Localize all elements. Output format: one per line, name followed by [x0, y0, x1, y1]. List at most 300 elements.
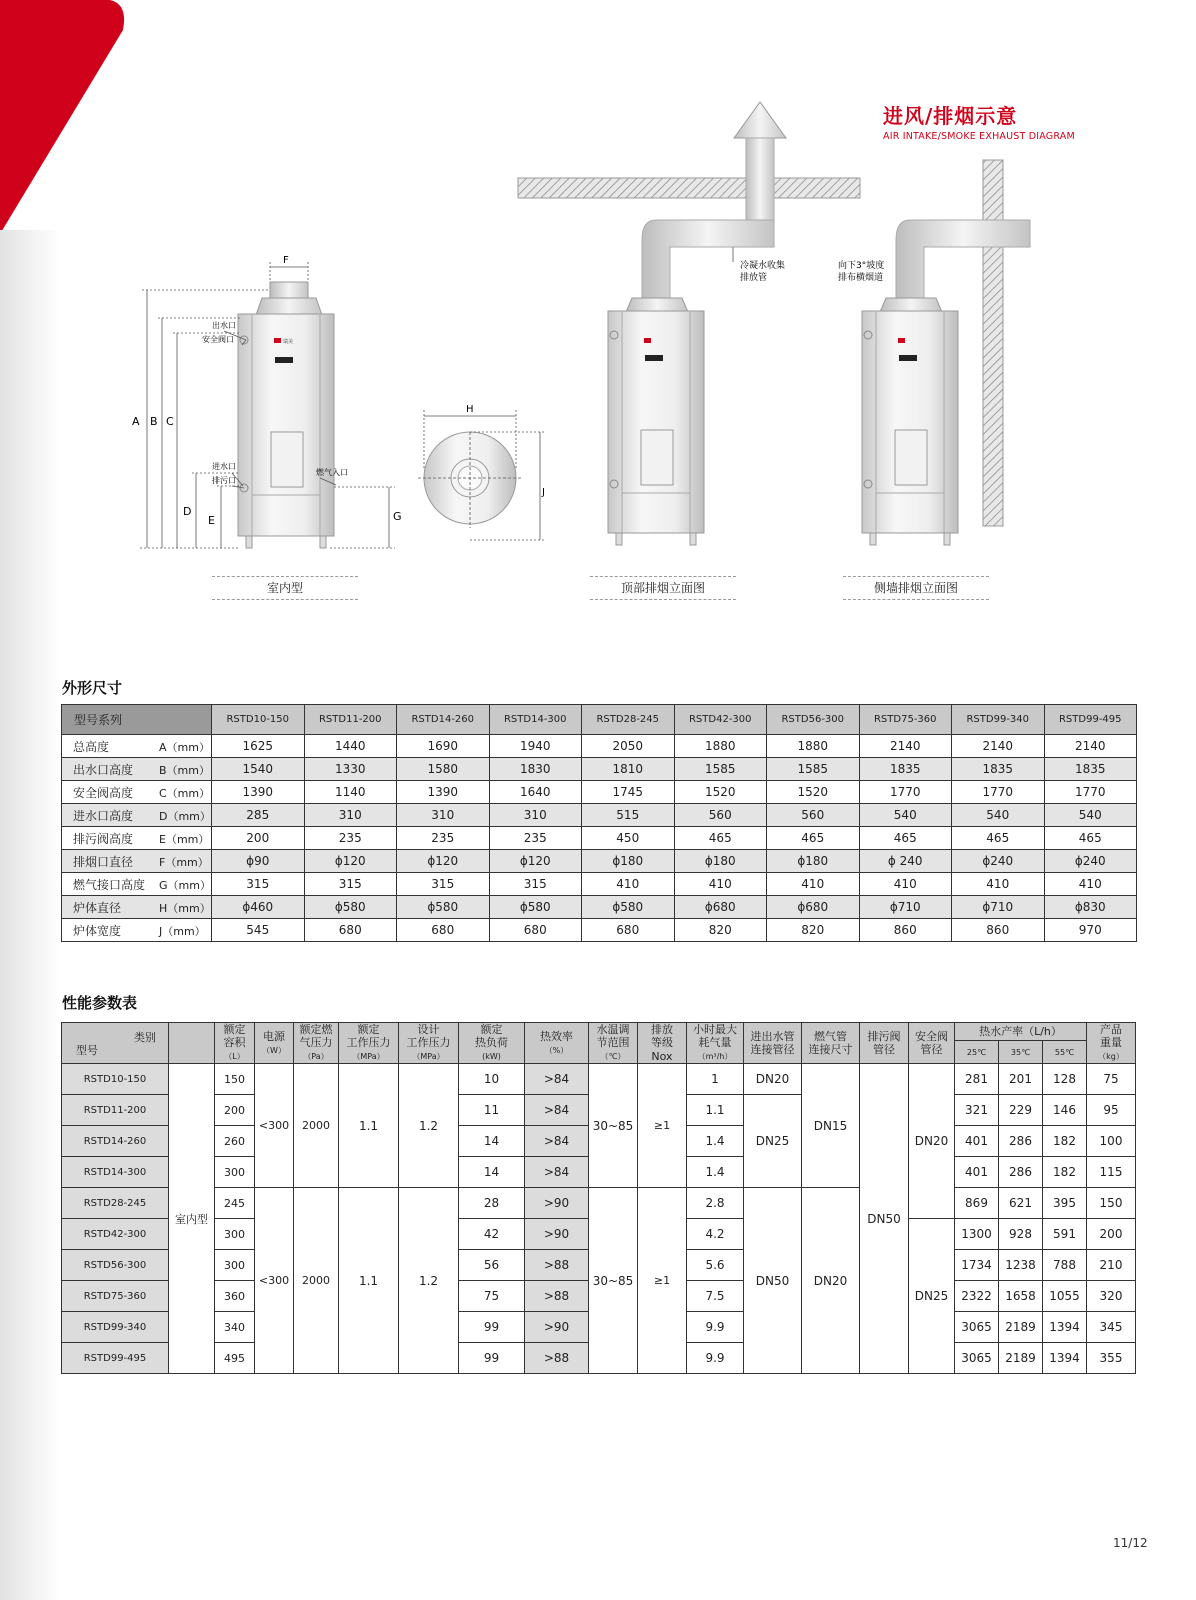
header-name: 产品 重量: [1100, 1023, 1122, 1049]
dimensions-model-header: RSTD28-245: [582, 705, 675, 735]
dimension-value: 315: [304, 873, 397, 896]
dimension-value: 285: [212, 804, 305, 827]
production-35-cell: 1238: [999, 1250, 1043, 1281]
dimension-value: 315: [489, 873, 582, 896]
header-unit: （MPa）: [412, 1052, 445, 1061]
dimension-value: 540: [1044, 804, 1137, 827]
load-cell: 28: [459, 1188, 525, 1219]
temperature-header: 25℃: [955, 1041, 999, 1064]
brand-logo-1: 瑞美: [283, 339, 294, 345]
nox-cell: ≥1: [638, 1188, 687, 1374]
production-25-cell: 3065: [955, 1343, 999, 1374]
dim-label-b: B: [150, 415, 158, 428]
weight-cell: 210: [1087, 1250, 1136, 1281]
dimension-value: 465: [952, 827, 1045, 850]
dimension-value: 1690: [397, 735, 490, 758]
dimension-value: 2140: [1044, 735, 1137, 758]
dimension-value: 465: [767, 827, 860, 850]
heater-top-exhaust: [518, 102, 860, 545]
header-name: 电源: [263, 1029, 285, 1043]
performance-header: [525, 1023, 589, 1064]
production-25-cell: 1300: [955, 1219, 999, 1250]
callout-slope-2: 排布横烟道: [838, 273, 884, 283]
dimension-value: 1390: [212, 781, 305, 804]
caption-indoor: 室内型: [212, 576, 358, 600]
production-25-cell: 281: [955, 1064, 999, 1095]
water-pipe-cell: DN25: [744, 1095, 802, 1188]
production-55-cell: 1055: [1043, 1281, 1087, 1312]
gas-consumption-cell: 5.6: [687, 1250, 744, 1281]
dimension-row-label: [62, 850, 212, 873]
header-unit: Nox: [651, 1050, 673, 1063]
table-row: [62, 758, 1137, 781]
diagram-title-zh: 进风/排烟示意: [883, 104, 1018, 128]
power-cell: <300: [255, 1188, 294, 1374]
production-25-cell: 3065: [955, 1312, 999, 1343]
dimension-label-text: 总高度: [73, 739, 110, 754]
dimension-value: 1440: [304, 735, 397, 758]
efficiency-cell: >84: [525, 1157, 589, 1188]
gas-pipe-cell: DN20: [802, 1188, 860, 1374]
model-cell: RSTD99-340: [62, 1312, 169, 1343]
production-55-cell: 182: [1043, 1157, 1087, 1188]
dimension-value: 1770: [1044, 781, 1137, 804]
dimension-value: ϕ90: [212, 850, 305, 873]
dimension-value: ϕ710: [859, 896, 952, 919]
dimension-value: 315: [397, 873, 490, 896]
dimension-value: 540: [952, 804, 1045, 827]
dimension-value: ϕ460: [212, 896, 305, 919]
work-pressure-cell: 1.1: [339, 1064, 399, 1188]
dimension-value: 315: [212, 873, 305, 896]
dimension-value: 1585: [767, 758, 860, 781]
dimension-value: 680: [304, 919, 397, 942]
volume-cell: 150: [215, 1064, 255, 1095]
gas-consumption-cell: 2.8: [687, 1188, 744, 1219]
header-name: 热效率: [540, 1029, 573, 1043]
dimension-value: 560: [674, 804, 767, 827]
dimension-value: 235: [489, 827, 582, 850]
dimension-value: 1880: [767, 735, 860, 758]
performance-header: [255, 1023, 294, 1064]
dimension-value: ϕ240: [952, 850, 1045, 873]
table-row: [62, 804, 1137, 827]
weight-cell: 115: [1087, 1157, 1136, 1188]
dimension-value: ϕ580: [304, 896, 397, 919]
dimension-label-text: 炉体宽度: [73, 923, 122, 938]
load-cell: 99: [459, 1343, 525, 1374]
dimension-row-label: [62, 919, 212, 942]
dimension-value: 680: [489, 919, 582, 942]
callout-slope-1: 向下3°坡度: [838, 261, 885, 271]
production-25-cell: 2322: [955, 1281, 999, 1312]
dimension-value: ϕ680: [674, 896, 767, 919]
dimension-value: 820: [674, 919, 767, 942]
weight-cell: 355: [1087, 1343, 1136, 1374]
type-cell: 室内型: [169, 1064, 215, 1374]
dimension-value: ϕ120: [489, 850, 582, 873]
header-blank-category: [169, 1023, 215, 1064]
dimension-value: 545: [212, 919, 305, 942]
gas-consumption-cell: 9.9: [687, 1312, 744, 1343]
production-55-cell: 128: [1043, 1064, 1087, 1095]
header-name: 排放 等级: [651, 1023, 673, 1049]
dimension-label-text: 排烟口直径: [73, 854, 134, 869]
header-name: 额定 容积: [223, 1023, 246, 1049]
table-row: [62, 1188, 1136, 1219]
dimension-label-text: 燃气接口高度: [73, 877, 146, 892]
volume-cell: 200: [215, 1095, 255, 1126]
dim-label-d: D: [183, 505, 192, 518]
temp-range-cell: 30~85: [589, 1064, 638, 1188]
efficiency-cell: >88: [525, 1250, 589, 1281]
dim-label-j: J: [542, 487, 545, 498]
dimensions-model-header: RSTD14-260: [397, 705, 490, 735]
dim-label-f: F: [283, 255, 289, 266]
header-unit: （℃）: [600, 1052, 626, 1061]
table-row: [62, 919, 1137, 942]
work-pressure-cell: 1.1: [339, 1188, 399, 1374]
dimension-value: 235: [304, 827, 397, 850]
table-row: [62, 1064, 1136, 1095]
efficiency-cell: >84: [525, 1095, 589, 1126]
volume-cell: 300: [215, 1219, 255, 1250]
callout-outlet: 出水口: [212, 321, 236, 330]
dimension-value: ϕ580: [489, 896, 582, 919]
dimension-value: 1390: [397, 781, 490, 804]
production-35-cell: 286: [999, 1157, 1043, 1188]
dimension-value: 860: [859, 919, 952, 942]
dimension-value: 2140: [952, 735, 1045, 758]
dimension-value: 1880: [674, 735, 767, 758]
production-35-cell: 621: [999, 1188, 1043, 1219]
weight-cell: 100: [1087, 1126, 1136, 1157]
safety-pipe-cell: DN25: [909, 1219, 955, 1374]
header-unit: （MPa）: [352, 1052, 385, 1061]
dim-label-c: C: [166, 415, 174, 428]
dimension-value: 410: [1044, 873, 1137, 896]
load-cell: 14: [459, 1157, 525, 1188]
dimension-row-label: [62, 781, 212, 804]
dimension-value: 410: [674, 873, 767, 896]
efficiency-cell: >84: [525, 1064, 589, 1095]
dim-label-g: G: [393, 510, 402, 523]
header-name: 燃气管 连接尺寸: [808, 1030, 853, 1056]
dimension-row-label: [62, 873, 212, 896]
volume-cell: 495: [215, 1343, 255, 1374]
efficiency-cell: >84: [525, 1126, 589, 1157]
model-cell: RSTD28-245: [62, 1188, 169, 1219]
load-cell: 10: [459, 1064, 525, 1095]
callout-condensate-2: 排放管: [740, 273, 768, 283]
production-35-cell: 201: [999, 1064, 1043, 1095]
callout-condensate-1: 冷凝水收集: [740, 261, 786, 271]
dimensions-model-header: RSTD10-150: [212, 705, 305, 735]
weight-cell: 75: [1087, 1064, 1136, 1095]
heater-side-exhaust: [838, 160, 1030, 545]
dimension-value: 1580: [397, 758, 490, 781]
volume-cell: 300: [215, 1250, 255, 1281]
gas-consumption-cell: 1.1: [687, 1095, 744, 1126]
table-row: [62, 781, 1137, 804]
dimension-value: 1330: [304, 758, 397, 781]
performance-header: [399, 1023, 459, 1064]
dimension-value: 1835: [1044, 758, 1137, 781]
dimension-unit-text: J（mm）: [159, 924, 206, 938]
heater-indoor: [132, 255, 402, 548]
header-name: 额定 热负荷: [475, 1023, 508, 1049]
dimension-value: 310: [489, 804, 582, 827]
dimension-value: ϕ120: [397, 850, 490, 873]
performance-header: [294, 1023, 339, 1064]
dimensions-model-header: RSTD99-495: [1044, 705, 1137, 735]
performance-header: [459, 1023, 525, 1064]
dim-label-a: A: [132, 415, 140, 428]
model-cell: RSTD99-495: [62, 1343, 169, 1374]
dimension-value: 1540: [212, 758, 305, 781]
header-unit: （Pa）: [303, 1052, 329, 1061]
caption-top-exhaust: 顶部排烟立面图: [590, 576, 736, 600]
temperature-header: 55℃: [1043, 1041, 1087, 1064]
dimension-value: 560: [767, 804, 860, 827]
load-cell: 11: [459, 1095, 525, 1126]
dimension-value: ϕ710: [952, 896, 1045, 919]
load-cell: 42: [459, 1219, 525, 1250]
header-name: 排污阀 管径: [867, 1030, 901, 1056]
performance-header: [802, 1023, 860, 1064]
dimension-value: 1770: [952, 781, 1045, 804]
efficiency-cell: >90: [525, 1188, 589, 1219]
gas-consumption-cell: 1.4: [687, 1126, 744, 1157]
dimension-value: 410: [952, 873, 1045, 896]
table-row: [62, 850, 1137, 873]
heater-top-view: [418, 404, 546, 540]
production-25-cell: 401: [955, 1126, 999, 1157]
dimension-value: 1520: [767, 781, 860, 804]
corner-category-label: 类别: [134, 1031, 156, 1044]
dimension-value: 235: [397, 827, 490, 850]
dimension-value: 450: [582, 827, 675, 850]
dimensions-table: [61, 704, 1137, 942]
load-cell: 56: [459, 1250, 525, 1281]
table-row: [62, 735, 1137, 758]
load-cell: 99: [459, 1312, 525, 1343]
gas-consumption-cell: 1: [687, 1064, 744, 1095]
dimension-row-label: [62, 804, 212, 827]
production-55-cell: 395: [1043, 1188, 1087, 1219]
callout-safety-valve: 安全阀口: [202, 335, 234, 344]
production-55-cell: 788: [1043, 1250, 1087, 1281]
dimension-unit-text: D（mm）: [159, 809, 211, 823]
dimension-value: 2050: [582, 735, 675, 758]
dimension-value: 1770: [859, 781, 952, 804]
dimension-value: ϕ680: [767, 896, 860, 919]
dimension-value: 1940: [489, 735, 582, 758]
production-35-cell: 1658: [999, 1281, 1043, 1312]
header-name: 设计 工作压力: [406, 1023, 451, 1049]
dimension-value: 1835: [859, 758, 952, 781]
header-name: 水温调 节范围: [596, 1023, 630, 1049]
dimensions-title: 外形尺寸: [62, 679, 123, 697]
dimension-unit-text: E（mm）: [159, 832, 210, 846]
dimension-label-text: 安全阀高度: [73, 785, 134, 800]
production-55-cell: 146: [1043, 1095, 1087, 1126]
dimension-value: ϕ830: [1044, 896, 1137, 919]
production-35-cell: 2189: [999, 1312, 1043, 1343]
header-name: 小时最大 耗气量: [693, 1023, 737, 1049]
performance-header: [955, 1023, 1087, 1041]
weight-cell: 200: [1087, 1219, 1136, 1250]
performance-header: [589, 1023, 638, 1064]
power-cell: <300: [255, 1064, 294, 1188]
model-cell: RSTD10-150: [62, 1064, 169, 1095]
gas-consumption-cell: 4.2: [687, 1219, 744, 1250]
model-cell: RSTD14-300: [62, 1157, 169, 1188]
corner-model-label: 型号: [76, 1044, 98, 1057]
dimension-unit-text: F（mm）: [159, 855, 209, 869]
header-unit: （kg）: [1098, 1052, 1124, 1061]
gas-pipe-cell: DN15: [802, 1064, 860, 1188]
dimension-value: ϕ240: [1044, 850, 1137, 873]
volume-cell: 260: [215, 1126, 255, 1157]
efficiency-cell: >88: [525, 1343, 589, 1374]
temp-range-cell: 30~85: [589, 1188, 638, 1374]
gas-consumption-cell: 9.9: [687, 1343, 744, 1374]
dimension-value: ϕ580: [397, 896, 490, 919]
volume-cell: 360: [215, 1281, 255, 1312]
dimension-row-label: [62, 735, 212, 758]
production-35-cell: 229: [999, 1095, 1043, 1126]
model-cell: RSTD75-360: [62, 1281, 169, 1312]
production-25-cell: 401: [955, 1157, 999, 1188]
performance-header: [860, 1023, 909, 1064]
dimension-unit-text: G（mm）: [159, 878, 211, 892]
diagram-title-en: AIR INTAKE/SMOKE EXHAUST DIAGRAM: [883, 131, 1075, 142]
dimension-value: 1830: [489, 758, 582, 781]
header-name: 安全阀 管径: [915, 1030, 948, 1056]
dimensions-model-header: RSTD42-300: [674, 705, 767, 735]
dimension-value: ϕ120: [304, 850, 397, 873]
callout-inlet: 进水口: [212, 462, 236, 471]
header-unit: (kW): [482, 1052, 501, 1061]
dimension-value: 310: [397, 804, 490, 827]
dim-label-h: H: [466, 404, 474, 415]
performance-header: [339, 1023, 399, 1064]
dimension-value: ϕ180: [767, 850, 860, 873]
table-row: [62, 827, 1137, 850]
dimensions-header-label: 型号系列: [62, 705, 212, 735]
page-number: 11/12: [1113, 1536, 1148, 1550]
dimension-value: 1640: [489, 781, 582, 804]
dimension-value: ϕ 240: [859, 850, 952, 873]
dimension-value: 1520: [674, 781, 767, 804]
dimensions-model-header: RSTD56-300: [767, 705, 860, 735]
weight-cell: 95: [1087, 1095, 1136, 1126]
dimension-value: 465: [674, 827, 767, 850]
dimension-value: 410: [859, 873, 952, 896]
volume-cell: 245: [215, 1188, 255, 1219]
dimension-unit-text: C（mm）: [159, 786, 211, 800]
dimension-value: ϕ180: [674, 850, 767, 873]
callout-drain: 排污口: [212, 476, 236, 485]
production-35-cell: 928: [999, 1219, 1043, 1250]
design-pressure-cell: 1.2: [399, 1064, 459, 1188]
production-55-cell: 1394: [1043, 1343, 1087, 1374]
gas-consumption-cell: 7.5: [687, 1281, 744, 1312]
dimension-value: 860: [952, 919, 1045, 942]
performance-header: [744, 1023, 802, 1064]
nox-cell: ≥1: [638, 1064, 687, 1188]
performance-header: [1087, 1023, 1136, 1064]
gas-consumption-cell: 1.4: [687, 1157, 744, 1188]
dimension-label-text: 进水口高度: [73, 808, 134, 823]
performance-corner-cell: [62, 1023, 169, 1064]
water-pipe-cell: DN20: [744, 1064, 802, 1095]
weight-cell: 320: [1087, 1281, 1136, 1312]
dimension-unit-text: A（mm）: [159, 740, 210, 754]
production-55-cell: 1394: [1043, 1312, 1087, 1343]
dimension-row-label: [62, 896, 212, 919]
dimension-unit-text: B（mm）: [159, 763, 210, 777]
header-unit: （m³/h）: [697, 1052, 733, 1061]
dimensions-model-header: RSTD99-340: [952, 705, 1045, 735]
table-row: [62, 896, 1137, 919]
dimensions-header-row: [62, 705, 1137, 735]
dimension-label-text: 出水口高度: [73, 762, 134, 777]
performance-header-row: [62, 1023, 1136, 1041]
efficiency-cell: >90: [525, 1219, 589, 1250]
dimension-value: 1810: [582, 758, 675, 781]
dimension-label-text: 排污阀高度: [73, 831, 134, 846]
dimension-value: 410: [767, 873, 860, 896]
header-unit: （%）: [544, 1045, 569, 1055]
dimension-value: 515: [582, 804, 675, 827]
production-25-cell: 1734: [955, 1250, 999, 1281]
drain-pipe-cell: DN50: [860, 1064, 909, 1374]
performance-header: [638, 1023, 687, 1064]
dimension-value: 410: [582, 873, 675, 896]
dimensions-model-header: RSTD14-300: [489, 705, 582, 735]
header-unit: （W）: [262, 1045, 286, 1055]
volume-cell: 340: [215, 1312, 255, 1343]
dimension-value: 970: [1044, 919, 1137, 942]
dimension-row-label: [62, 827, 212, 850]
volume-cell: 300: [215, 1157, 255, 1188]
dim-label-e: E: [208, 514, 215, 527]
dimensions-model-header: RSTD75-360: [859, 705, 952, 735]
dimension-value: 200: [212, 827, 305, 850]
production-35-cell: 286: [999, 1126, 1043, 1157]
dimension-value: 540: [859, 804, 952, 827]
dimension-value: 1625: [212, 735, 305, 758]
heater-diagrams: [0, 0, 1196, 640]
dimension-value: 1585: [674, 758, 767, 781]
dimensions-model-header: RSTD11-200: [304, 705, 397, 735]
performance-header: [687, 1023, 744, 1064]
dimension-value: 1835: [952, 758, 1045, 781]
efficiency-cell: >90: [525, 1312, 589, 1343]
dimension-value: 465: [859, 827, 952, 850]
model-cell: RSTD56-300: [62, 1250, 169, 1281]
performance-title: 性能参数表: [62, 994, 138, 1012]
production-55-cell: 182: [1043, 1126, 1087, 1157]
dimension-value: 465: [1044, 827, 1137, 850]
production-55-cell: 591: [1043, 1219, 1087, 1250]
production-25-cell: 321: [955, 1095, 999, 1126]
dimension-value: 680: [397, 919, 490, 942]
header-unit: （L）: [224, 1052, 245, 1061]
load-cell: 75: [459, 1281, 525, 1312]
